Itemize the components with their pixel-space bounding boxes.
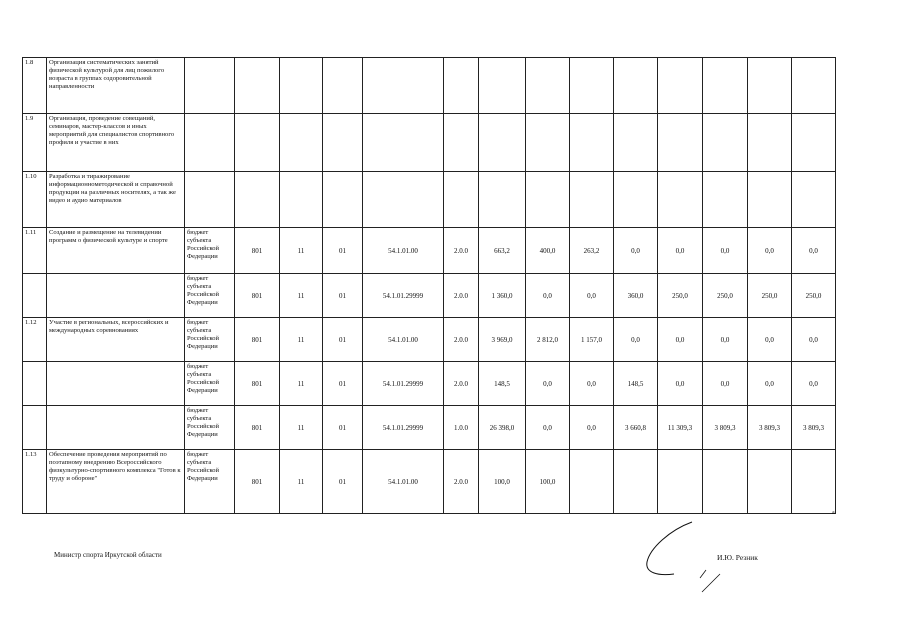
table-row <box>23 318 836 362</box>
row-number: 1.13 <box>23 450 47 514</box>
row-number: 1.8 <box>23 58 47 114</box>
section-code: 11 <box>280 450 323 514</box>
year-3-amount: 0,0 <box>614 318 658 362</box>
activity-name: Участие в региональных, всероссийских и международных соревнованиях <box>47 318 185 362</box>
year-2-amount: 263,2 <box>570 228 614 274</box>
year-7-amount: 0,0 <box>792 318 836 362</box>
year-6-amount <box>748 172 792 228</box>
funding-source <box>185 58 235 114</box>
subsection-code <box>323 58 363 114</box>
row-number <box>23 274 47 318</box>
expense-type-code: 1.0.0 <box>444 406 479 450</box>
year-2-amount: 0,0 <box>570 406 614 450</box>
year-4-amount <box>658 114 703 172</box>
activity-name: Создание и размещение на телевидении программ о физической культуре и спорте <box>47 228 185 274</box>
year-3-amount: 0,0 <box>614 228 658 274</box>
total-amount: 663,2 <box>479 228 526 274</box>
budget-table <box>22 57 836 514</box>
funding-source: бюджет субъекта Российской Федерации <box>185 362 235 406</box>
year-3-amount <box>614 58 658 114</box>
target-article-code <box>363 58 444 114</box>
year-5-amount <box>703 172 748 228</box>
activity-name <box>47 362 185 406</box>
row-number <box>23 362 47 406</box>
year-4-amount <box>658 172 703 228</box>
row-number: 1.11 <box>23 228 47 274</box>
table-row <box>23 172 836 228</box>
year-4-amount: 11 309,3 <box>658 406 703 450</box>
subsection-code: 01 <box>323 450 363 514</box>
grbs-code: 801 <box>235 274 280 318</box>
total-amount: 26 398,0 <box>479 406 526 450</box>
expense-type-code <box>444 172 479 228</box>
year-3-amount <box>614 114 658 172</box>
year-3-amount: 148,5 <box>614 362 658 406</box>
subsection-code <box>323 172 363 228</box>
subsection-code: 01 <box>323 318 363 362</box>
activity-name: Обеспечение проведения мероприятий по поэтапному внедрению Всероссийского физкультурно-спортивного комплекса "Готов к труду и обороне" <box>47 450 185 514</box>
target-article-code: 54.1.01.00 <box>363 228 444 274</box>
year-4-amount: 0,0 <box>658 318 703 362</box>
year-4-amount <box>658 450 703 514</box>
table-row <box>23 274 836 318</box>
year-1-amount: 0,0 <box>526 362 570 406</box>
funding-source: бюджет субъекта Российской Федерации <box>185 406 235 450</box>
section-code <box>280 114 323 172</box>
activity-name <box>47 406 185 450</box>
total-amount: 100,0 <box>479 450 526 514</box>
year-5-amount: 250,0 <box>703 274 748 318</box>
target-article-code: 54.1.01.29999 <box>363 406 444 450</box>
year-2-amount: 1 157,0 <box>570 318 614 362</box>
year-6-amount: 3 809,3 <box>748 406 792 450</box>
year-7-amount: 0,0 <box>792 228 836 274</box>
year-7-amount <box>792 114 836 172</box>
year-4-amount: 0,0 <box>658 228 703 274</box>
funding-source <box>185 114 235 172</box>
subsection-code: 01 <box>323 228 363 274</box>
table-row <box>23 58 836 114</box>
expense-type-code <box>444 114 479 172</box>
year-1-amount: 0,0 <box>526 406 570 450</box>
year-4-amount: 250,0 <box>658 274 703 318</box>
year-1-amount: 2 812,0 <box>526 318 570 362</box>
year-1-amount: 0,0 <box>526 274 570 318</box>
grbs-code: 801 <box>235 228 280 274</box>
subsection-code <box>323 114 363 172</box>
grbs-code <box>235 58 280 114</box>
total-amount: 1 360,0 <box>479 274 526 318</box>
expense-type-code <box>444 58 479 114</box>
table-row <box>23 362 836 406</box>
subsection-code: 01 <box>323 362 363 406</box>
year-1-amount: 400,0 <box>526 228 570 274</box>
year-1-amount: 100,0 <box>526 450 570 514</box>
year-4-amount: 0,0 <box>658 362 703 406</box>
expense-type-code: 2.0.0 <box>444 274 479 318</box>
expense-type-code: 2.0.0 <box>444 228 479 274</box>
target-article-code <box>363 172 444 228</box>
funding-source: бюджет субъекта Российской Федерации <box>185 228 235 274</box>
year-7-amount: 0,0 <box>792 362 836 406</box>
table-row <box>23 450 836 514</box>
section-code: 11 <box>280 362 323 406</box>
total-amount <box>479 172 526 228</box>
target-article-code: 54.1.01.00 <box>363 318 444 362</box>
year-3-amount: 3 660,8 <box>614 406 658 450</box>
expense-type-code: 2.0.0 <box>444 450 479 514</box>
signatory-name: И.Ю. Резник <box>717 553 758 562</box>
total-amount: 148,5 <box>479 362 526 406</box>
year-5-amount: 0,0 <box>703 318 748 362</box>
section-code: 11 <box>280 406 323 450</box>
total-amount <box>479 58 526 114</box>
activity-name: Организация систематических занятий физической культурой для лиц пожилого возраста в группах оздоровительной направленности <box>47 58 185 114</box>
table-body <box>23 58 836 514</box>
row-number <box>23 406 47 450</box>
year-5-amount: 0,0 <box>703 228 748 274</box>
activity-name: Организация, проведение совещаний, семинаров, мастер-классов и иных мероприятий для специалистов спортивного профиля и участие в них <box>47 114 185 172</box>
total-amount <box>479 114 526 172</box>
grbs-code <box>235 172 280 228</box>
table-row <box>23 228 836 274</box>
grbs-code <box>235 114 280 172</box>
year-4-amount <box>658 58 703 114</box>
table-row <box>23 114 836 172</box>
total-amount: 3 969,0 <box>479 318 526 362</box>
row-number: 1.9 <box>23 114 47 172</box>
year-5-amount: 3 809,3 <box>703 406 748 450</box>
year-1-amount <box>526 58 570 114</box>
target-article-code: 54.1.01.00 <box>363 450 444 514</box>
grbs-code: 801 <box>235 450 280 514</box>
year-6-amount <box>748 114 792 172</box>
year-7-amount: 250,0 <box>792 274 836 318</box>
funding-source <box>185 172 235 228</box>
year-6-amount: 0,0 <box>748 318 792 362</box>
section-code <box>280 172 323 228</box>
expense-type-code: 2.0.0 <box>444 318 479 362</box>
year-6-amount <box>748 450 792 514</box>
grbs-code: 801 <box>235 318 280 362</box>
expense-type-code: 2.0.0 <box>444 362 479 406</box>
year-7-amount: 3 809,3 <box>792 406 836 450</box>
year-5-amount <box>703 450 748 514</box>
year-6-amount: 0,0 <box>748 228 792 274</box>
section-code: 11 <box>280 228 323 274</box>
target-article-code: 54.1.01.29999 <box>363 362 444 406</box>
funding-source: бюджет субъекта Российской Федерации <box>185 450 235 514</box>
year-2-amount <box>570 172 614 228</box>
page-mark: a <box>832 510 835 516</box>
year-6-amount: 0,0 <box>748 362 792 406</box>
year-5-amount: 0,0 <box>703 362 748 406</box>
section-code: 11 <box>280 318 323 362</box>
year-6-amount: 250,0 <box>748 274 792 318</box>
section-code <box>280 58 323 114</box>
grbs-code: 801 <box>235 362 280 406</box>
year-6-amount <box>748 58 792 114</box>
section-code: 11 <box>280 274 323 318</box>
subsection-code: 01 <box>323 406 363 450</box>
row-number: 1.12 <box>23 318 47 362</box>
activity-name: Разработка и тиражирование информационнометодической и справочной продукции на различных носителях, а так же видео и аудио материалов <box>47 172 185 228</box>
target-article-code: 54.1.01.29999 <box>363 274 444 318</box>
year-2-amount <box>570 58 614 114</box>
subsection-code: 01 <box>323 274 363 318</box>
funding-source: бюджет субъекта Российской Федерации <box>185 318 235 362</box>
handwritten-signature <box>640 518 735 593</box>
year-2-amount: 0,0 <box>570 362 614 406</box>
year-7-amount <box>792 58 836 114</box>
year-2-amount: 0,0 <box>570 274 614 318</box>
year-1-amount <box>526 172 570 228</box>
year-5-amount <box>703 58 748 114</box>
year-3-amount <box>614 172 658 228</box>
minister-title: Министр спорта Иркутской области <box>54 551 162 559</box>
row-number: 1.10 <box>23 172 47 228</box>
year-2-amount <box>570 450 614 514</box>
year-3-amount <box>614 450 658 514</box>
year-5-amount <box>703 114 748 172</box>
table-row <box>23 406 836 450</box>
year-7-amount <box>792 172 836 228</box>
funding-source: бюджет субъекта Российской Федерации <box>185 274 235 318</box>
year-1-amount <box>526 114 570 172</box>
activity-name <box>47 274 185 318</box>
year-7-amount <box>792 450 836 514</box>
year-2-amount <box>570 114 614 172</box>
grbs-code: 801 <box>235 406 280 450</box>
target-article-code <box>363 114 444 172</box>
year-3-amount: 360,0 <box>614 274 658 318</box>
